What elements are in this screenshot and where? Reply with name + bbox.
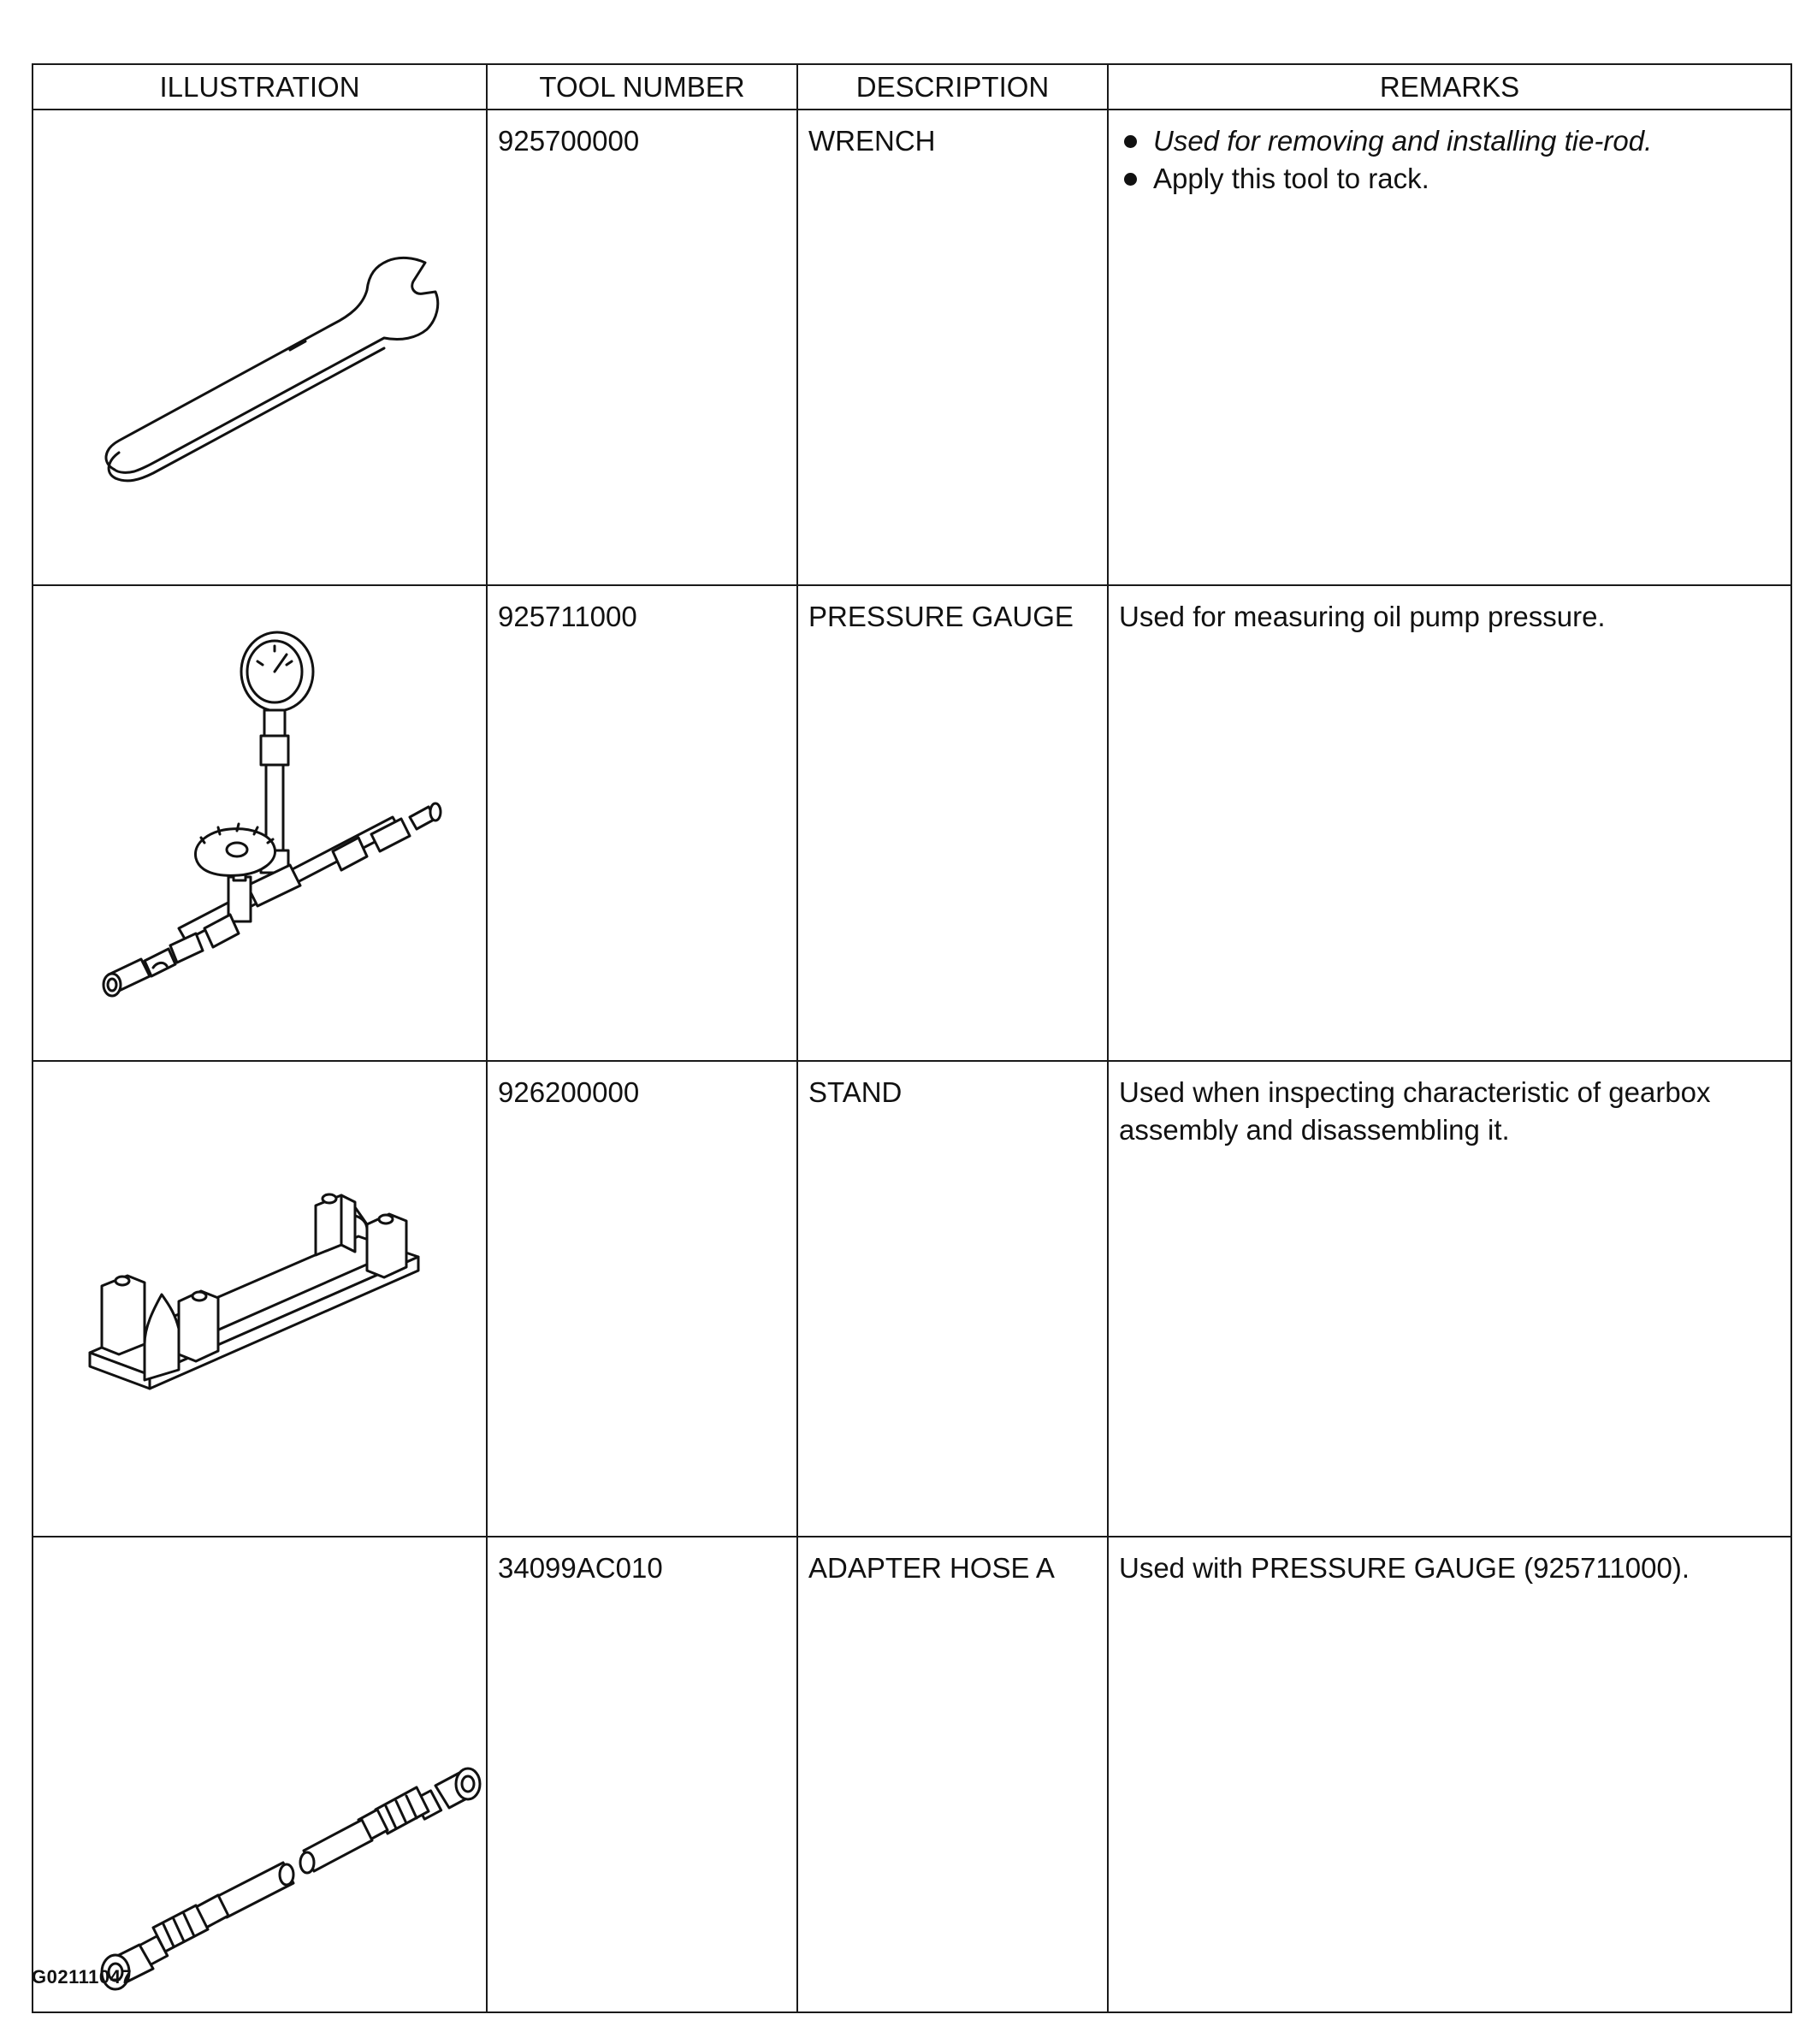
remark-text: Used with PRESSURE GAUGE (925711000).: [1119, 1552, 1690, 1584]
header-illustration: ILLUSTRATION: [33, 64, 487, 110]
description-cell: WRENCH: [797, 110, 1108, 585]
figure-code: G02111047: [32, 1966, 133, 1988]
illustration-cell: [33, 1061, 487, 1537]
special-tools-table: [32, 63, 1792, 2013]
header-tool-number: TOOL NUMBER: [487, 64, 797, 110]
special-tools-table-sheet: [32, 63, 1790, 1946]
description-cell: PRESSURE GAUGE: [797, 585, 1108, 1061]
table-row: [33, 585, 1791, 1061]
tool-number-cell: 925700000: [487, 110, 797, 585]
tool-number-cell: 926200000: [487, 1061, 797, 1537]
tool-number-cell: 34099AC010: [487, 1537, 797, 2012]
table-row: [33, 110, 1791, 585]
description-cell: STAND: [797, 1061, 1108, 1537]
stand-icon: [33, 1062, 487, 1524]
remarks-cell: [1108, 110, 1791, 585]
header-description: DESCRIPTION: [797, 64, 1108, 110]
remarks-cell: [1108, 585, 1791, 1061]
wrench-icon: [33, 110, 487, 572]
remark-item: Apply this tool to rack.: [1119, 160, 1780, 198]
illustration-cell: [33, 110, 487, 585]
pressure-gauge-icon: [33, 586, 487, 1048]
illustration-cell: [33, 1537, 487, 2012]
remark-text: Used for measuring oil pump pressure.: [1119, 601, 1606, 632]
remarks-cell: [1108, 1537, 1791, 2012]
header-remarks: REMARKS: [1108, 64, 1791, 110]
table-row: [33, 1537, 1791, 2012]
remarks-cell: [1108, 1061, 1791, 1537]
remark-text: Used when inspecting characteristic of gearbox assembly and disassembling it.: [1119, 1076, 1711, 1146]
description-cell: ADAPTER HOSE A: [797, 1537, 1108, 2012]
table-row: [33, 1061, 1791, 1537]
illustration-cell: [33, 585, 487, 1061]
table-header-row: [33, 64, 1791, 110]
tool-number-cell: 925711000: [487, 585, 797, 1061]
remark-item: Used for removing and installing tie-rod.: [1119, 122, 1780, 160]
adapter-hose-icon: [33, 1537, 487, 2000]
